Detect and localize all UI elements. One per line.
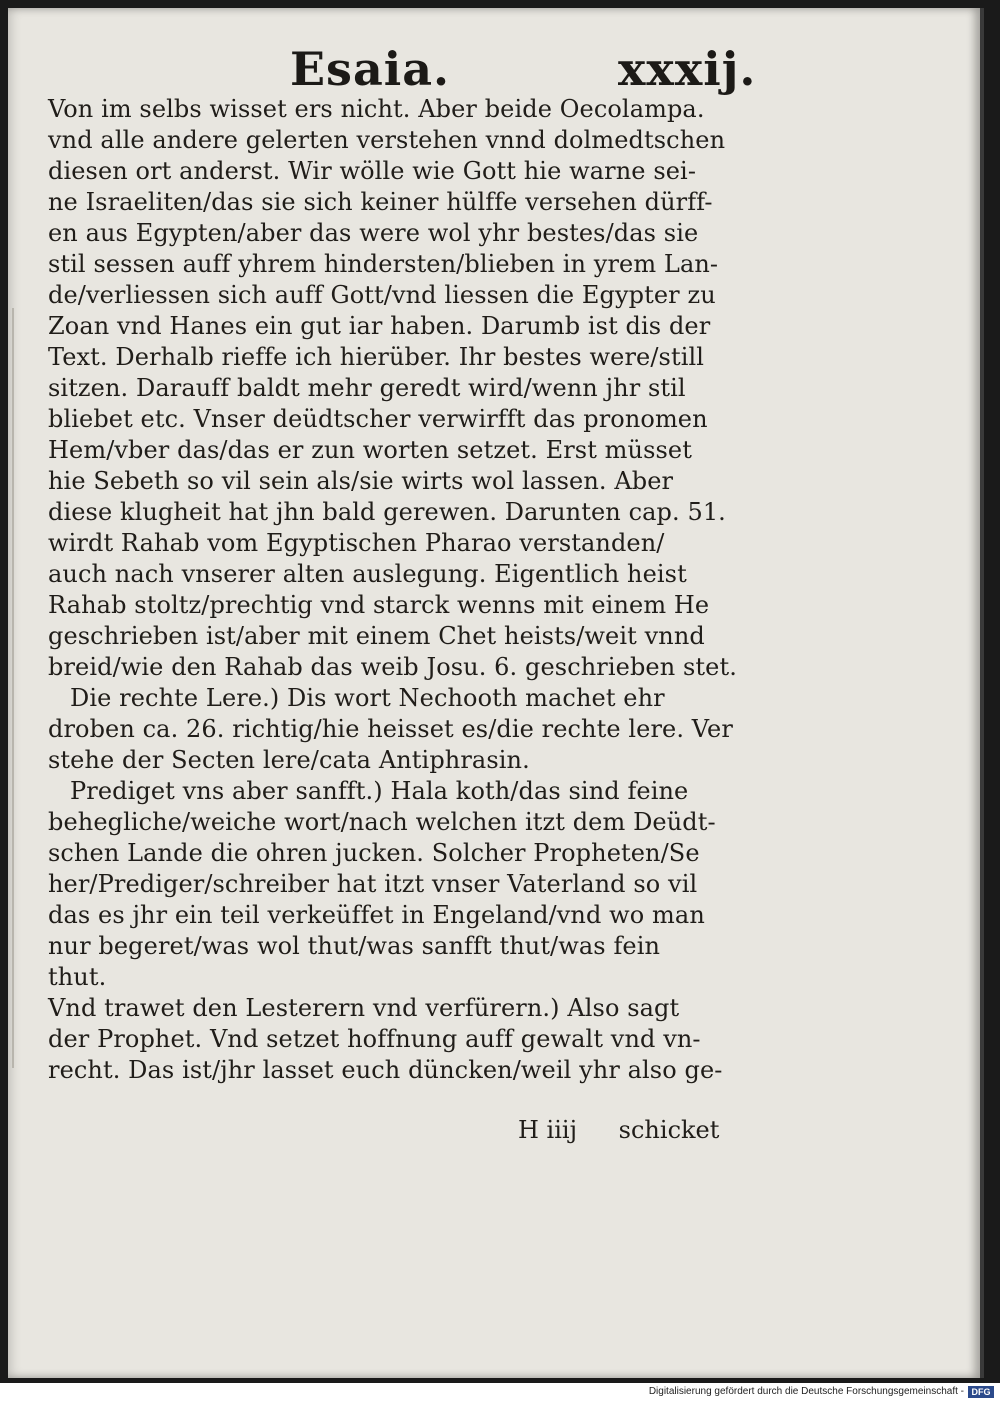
text-line: en aus Egypten/aber das were wol yhr bestes/das sie: [48, 219, 699, 247]
text-line: stil sessen auff yhrem hindersten/blieben in yrem Lan-: [48, 250, 719, 278]
text-line: vnd alle andere gelerten verstehen vnnd dolmedtschen: [48, 126, 726, 154]
text-line: her/Prediger/schreiber hat itzt vnser Vaterland so vil: [48, 870, 698, 898]
text-line: Prediget vns aber sanfft.) Hala koth/das sind feine: [70, 777, 689, 805]
text-line: recht. Das ist/jhr lasset euch düncken/weil yhr also ge-: [48, 1056, 723, 1084]
running-title: Esaia.: [290, 42, 451, 96]
text-line: das es jhr ein teil verkeüffet in Engeland/vnd wo man: [48, 901, 705, 929]
funding-credit: Digitalisierung gefördert durch die Deutsche Forschungsgemeinschaft -: [648, 1386, 964, 1397]
text-line: nur begeret/was wol thut/was sanfft thut/was fein: [48, 932, 661, 960]
text-line: diesen ort anderst. Wir wölle wie Gott hie warne sei-: [48, 157, 697, 185]
digitization-footer: [0, 1383, 1000, 1402]
catchword: schicket: [618, 1116, 720, 1144]
folio-number: xxxij.: [618, 42, 757, 96]
text-line: hie Sebeth so vil sein als/sie wirts wol lassen. Aber: [48, 467, 674, 495]
text-line: wirdt Rahab vom Egyptischen Pharao verstanden/: [48, 529, 665, 557]
text-line: behegliche/weiche wort/nach welchen itzt dem Deüdt-: [48, 808, 716, 836]
text-line: Zoan vnd Hanes ein gut iar haben. Darumb ist dis der: [48, 312, 711, 340]
text-line: Vnd trawet den Lesterern vnd verfürern.) Also sagt: [48, 994, 680, 1022]
text-line: thut.: [48, 963, 107, 991]
text-line: Hem/vber das/das er zun worten setzet. Erst müsset: [48, 436, 692, 464]
text-line: Text. Derhalb rieffe ich hierüber. Ihr bestes were/still: [48, 343, 705, 371]
book-page: [8, 8, 984, 1378]
text-line: diese klugheit hat jhn bald gerewen. Darunten cap. 51.: [48, 498, 726, 526]
page-edge-rule: [12, 308, 14, 1068]
text-line: bliebet etc. Vnser deüdtscher verwirfft das pronomen: [48, 405, 708, 433]
text-line: ne Israeliten/das sie sich keiner hülffe versehen dürff-: [48, 188, 713, 216]
signature-mark: H iiij: [518, 1116, 578, 1144]
text-line: der Prophet. Vnd setzet hoffnung auff gewalt vnd vn-: [48, 1025, 701, 1053]
text-line: schen Lande die ohren jucken. Solcher Propheten/Se: [48, 839, 700, 867]
dfg-logo: DFG: [968, 1386, 994, 1398]
text-line: droben ca. 26. richtig/hie heisset es/die rechte lere. Ver: [48, 715, 733, 743]
text-line: de/verliessen sich auff Gott/vnd liessen die Egypter zu: [48, 281, 716, 309]
page-foot-line: [518, 1116, 719, 1144]
text-line: stehe der Secten lere/cata Antiphrasin.: [48, 746, 530, 774]
text-line: Rahab stoltz/prechtig vnd starck wenns mit einem He: [48, 591, 710, 619]
body-text: [48, 94, 748, 1086]
text-line: breid/wie den Rahab das weib Josu. 6. geschrieben stet.: [48, 653, 737, 681]
page-header: [8, 30, 980, 100]
text-line: Von im selbs wisset ers nicht. Aber beide Oecolampa.: [48, 95, 705, 123]
text-line: auch nach vnserer alten auslegung. Eigentlich heist: [48, 560, 687, 588]
text-line: Die rechte Lere.) Dis wort Nechooth machet ehr: [70, 684, 665, 712]
text-line: geschrieben ist/aber mit einem Chet heists/weit vnnd: [48, 622, 705, 650]
text-line: sitzen. Darauff baldt mehr geredt wird/wenn jhr stil: [48, 374, 686, 402]
